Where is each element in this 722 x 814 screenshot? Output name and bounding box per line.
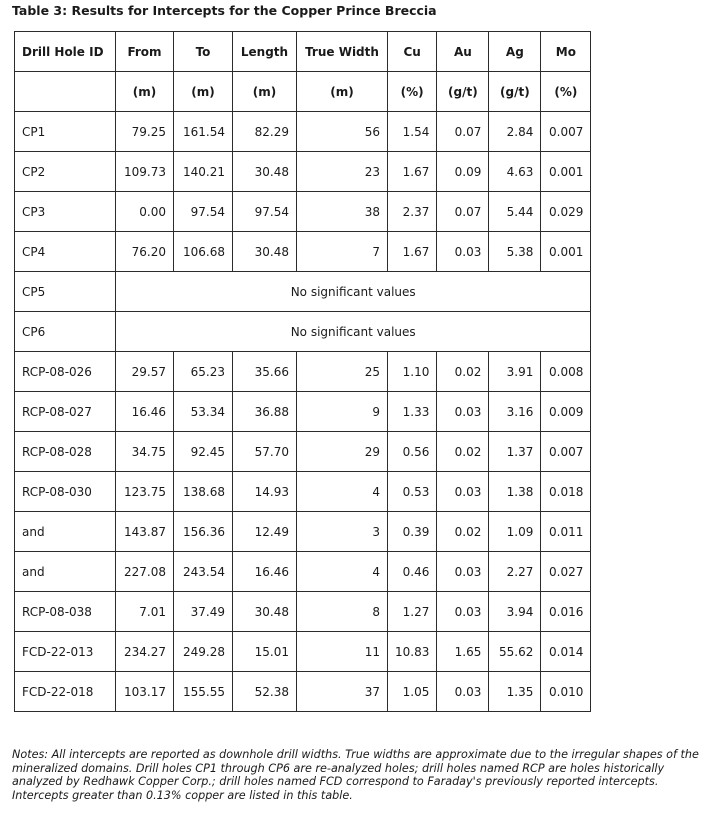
cell-from: 29.57 <box>116 352 174 392</box>
cell-au: 0.03 <box>437 552 489 592</box>
cell-length: 36.88 <box>233 392 297 432</box>
cell-from: 16.46 <box>116 392 174 432</box>
intercepts-table <box>14 31 591 712</box>
cell-mo: 0.018 <box>541 472 591 512</box>
cell-ag: 3.94 <box>489 592 541 632</box>
cell-true-width: 37 <box>297 672 388 712</box>
cell-true-width: 38 <box>297 192 388 232</box>
cell-ag: 3.16 <box>489 392 541 432</box>
cell-true-width: 23 <box>297 152 388 192</box>
cell-mo: 0.014 <box>541 632 591 672</box>
no-significant-values-cell: No significant values <box>116 312 591 352</box>
cell-drill-hole-id: CP2 <box>15 152 116 192</box>
cell-ag: 1.38 <box>489 472 541 512</box>
cell-ag: 4.63 <box>489 152 541 192</box>
cell-from: 79.25 <box>116 112 174 152</box>
cell-au: 0.07 <box>437 192 489 232</box>
table-row <box>15 472 591 512</box>
cell-drill-hole-id: RCP-08-026 <box>15 352 116 392</box>
cell-ag: 3.91 <box>489 352 541 392</box>
cell-au: 0.07 <box>437 112 489 152</box>
cell-length: 30.48 <box>233 232 297 272</box>
no-significant-values-cell: No significant values <box>116 272 591 312</box>
cell-au: 0.02 <box>437 432 489 472</box>
cell-mo: 0.001 <box>541 152 591 192</box>
cell-to: 138.68 <box>174 472 233 512</box>
cell-cu: 2.37 <box>388 192 437 232</box>
cell-to: 106.68 <box>174 232 233 272</box>
cell-mo: 0.029 <box>541 192 591 232</box>
header-to: To <box>174 32 233 72</box>
cell-from: 234.27 <box>116 632 174 672</box>
cell-length: 35.66 <box>233 352 297 392</box>
cell-cu: 1.05 <box>388 672 437 712</box>
cell-drill-hole-id: RCP-08-028 <box>15 432 116 472</box>
cell-true-width: 29 <box>297 432 388 472</box>
cell-true-width: 8 <box>297 592 388 632</box>
cell-ag: 5.38 <box>489 232 541 272</box>
unit-length: (m) <box>233 72 297 112</box>
cell-to: 155.55 <box>174 672 233 712</box>
cell-from: 7.01 <box>116 592 174 632</box>
cell-cu: 1.33 <box>388 392 437 432</box>
table-row <box>15 232 591 272</box>
cell-length: 82.29 <box>233 112 297 152</box>
cell-drill-hole-id: CP6 <box>15 312 116 352</box>
cell-cu: 0.46 <box>388 552 437 592</box>
cell-true-width: 56 <box>297 112 388 152</box>
cell-from: 123.75 <box>116 472 174 512</box>
table-notes: Notes: All intercepts are reported as downhole drill widths. True widths are approximate due to the irregular shapes of the mineralized domains. Drill holes CP1 through CP6 are re-analyzed holes; drill holes named RCP are holes historically analyzed by Redhawk Copper Corp.; drill holes named FCD correspond to Faraday's previously reported intercepts. Intercepts greater than 0.13% copper are listed in this table. <box>12 748 699 802</box>
cell-ag: 1.35 <box>489 672 541 712</box>
cell-length: 15.01 <box>233 632 297 672</box>
cell-drill-hole-id: FCD-22-013 <box>15 632 116 672</box>
cell-cu: 10.83 <box>388 632 437 672</box>
cell-from: 0.00 <box>116 192 174 232</box>
unit-true-width: (m) <box>297 72 388 112</box>
cell-to: 156.36 <box>174 512 233 552</box>
cell-true-width: 4 <box>297 472 388 512</box>
cell-true-width: 25 <box>297 352 388 392</box>
cell-from: 109.73 <box>116 152 174 192</box>
table-row <box>15 272 591 312</box>
cell-ag: 55.62 <box>489 632 541 672</box>
cell-drill-hole-id: CP5 <box>15 272 116 312</box>
cell-to: 65.23 <box>174 352 233 392</box>
cell-true-width: 9 <box>297 392 388 432</box>
cell-length: 97.54 <box>233 192 297 232</box>
unit-cu: (%) <box>388 72 437 112</box>
table-row <box>15 552 591 592</box>
cell-from: 103.17 <box>116 672 174 712</box>
cell-ag: 1.09 <box>489 512 541 552</box>
cell-mo: 0.016 <box>541 592 591 632</box>
cell-mo: 0.008 <box>541 352 591 392</box>
cell-true-width: 4 <box>297 552 388 592</box>
cell-from: 227.08 <box>116 552 174 592</box>
cell-from: 76.20 <box>116 232 174 272</box>
cell-mo: 0.010 <box>541 672 591 712</box>
cell-drill-hole-id: FCD-22-018 <box>15 672 116 712</box>
cell-ag: 1.37 <box>489 432 541 472</box>
cell-true-width: 3 <box>297 512 388 552</box>
cell-length: 12.49 <box>233 512 297 552</box>
cell-ag: 2.84 <box>489 112 541 152</box>
cell-to: 92.45 <box>174 432 233 472</box>
cell-from: 34.75 <box>116 432 174 472</box>
table-row <box>15 392 591 432</box>
cell-au: 0.09 <box>437 152 489 192</box>
cell-drill-hole-id: CP3 <box>15 192 116 232</box>
cell-to: 249.28 <box>174 632 233 672</box>
header-length: Length <box>233 32 297 72</box>
cell-cu: 1.67 <box>388 152 437 192</box>
cell-length: 14.93 <box>233 472 297 512</box>
cell-au: 0.03 <box>437 592 489 632</box>
cell-length: 52.38 <box>233 672 297 712</box>
unit-mo: (%) <box>541 72 591 112</box>
cell-drill-hole-id: CP4 <box>15 232 116 272</box>
header-cu: Cu <box>388 32 437 72</box>
cell-from: 143.87 <box>116 512 174 552</box>
cell-drill-hole-id: and <box>15 552 116 592</box>
cell-length: 57.70 <box>233 432 297 472</box>
unit-to: (m) <box>174 72 233 112</box>
cell-drill-hole-id: RCP-08-027 <box>15 392 116 432</box>
unit-ag: (g/t) <box>489 72 541 112</box>
table-row <box>15 512 591 552</box>
cell-cu: 0.53 <box>388 472 437 512</box>
cell-cu: 0.39 <box>388 512 437 552</box>
cell-mo: 0.027 <box>541 552 591 592</box>
cell-au: 1.65 <box>437 632 489 672</box>
cell-drill-hole-id: and <box>15 512 116 552</box>
cell-true-width: 7 <box>297 232 388 272</box>
cell-true-width: 11 <box>297 632 388 672</box>
header-true-width: True Width <box>297 32 388 72</box>
cell-to: 161.54 <box>174 112 233 152</box>
cell-drill-hole-id: RCP-08-030 <box>15 472 116 512</box>
table-row <box>15 632 591 672</box>
cell-au: 0.03 <box>437 232 489 272</box>
units-row <box>15 72 591 112</box>
table-row <box>15 192 591 232</box>
cell-cu: 1.67 <box>388 232 437 272</box>
cell-au: 0.02 <box>437 352 489 392</box>
header-row <box>15 32 591 72</box>
table-row <box>15 672 591 712</box>
cell-drill-hole-id: CP1 <box>15 112 116 152</box>
header-from: From <box>116 32 174 72</box>
cell-length: 30.48 <box>233 592 297 632</box>
cell-mo: 0.011 <box>541 512 591 552</box>
cell-length: 16.46 <box>233 552 297 592</box>
table-title: Table 3: Results for Intercepts for the Copper Prince Breccia <box>12 3 437 18</box>
header-au: Au <box>437 32 489 72</box>
cell-mo: 0.007 <box>541 432 591 472</box>
table-row <box>15 152 591 192</box>
cell-ag: 2.27 <box>489 552 541 592</box>
cell-ag: 5.44 <box>489 192 541 232</box>
cell-au: 0.03 <box>437 472 489 512</box>
cell-cu: 1.54 <box>388 112 437 152</box>
cell-cu: 1.10 <box>388 352 437 392</box>
cell-mo: 0.009 <box>541 392 591 432</box>
unit-drill-hole-id <box>15 72 116 112</box>
cell-au: 0.03 <box>437 392 489 432</box>
cell-to: 140.21 <box>174 152 233 192</box>
cell-to: 37.49 <box>174 592 233 632</box>
table-row <box>15 312 591 352</box>
unit-au: (g/t) <box>437 72 489 112</box>
cell-to: 53.34 <box>174 392 233 432</box>
header-ag: Ag <box>489 32 541 72</box>
cell-drill-hole-id: RCP-08-038 <box>15 592 116 632</box>
cell-mo: 0.007 <box>541 112 591 152</box>
cell-to: 243.54 <box>174 552 233 592</box>
cell-to: 97.54 <box>174 192 233 232</box>
cell-cu: 1.27 <box>388 592 437 632</box>
unit-from: (m) <box>116 72 174 112</box>
table-row <box>15 432 591 472</box>
table-row <box>15 352 591 392</box>
cell-cu: 0.56 <box>388 432 437 472</box>
table-row <box>15 112 591 152</box>
cell-au: 0.03 <box>437 672 489 712</box>
cell-length: 30.48 <box>233 152 297 192</box>
header-mo: Mo <box>541 32 591 72</box>
cell-mo: 0.001 <box>541 232 591 272</box>
cell-au: 0.02 <box>437 512 489 552</box>
header-drill-hole-id: Drill Hole ID <box>15 32 116 72</box>
table-row <box>15 592 591 632</box>
